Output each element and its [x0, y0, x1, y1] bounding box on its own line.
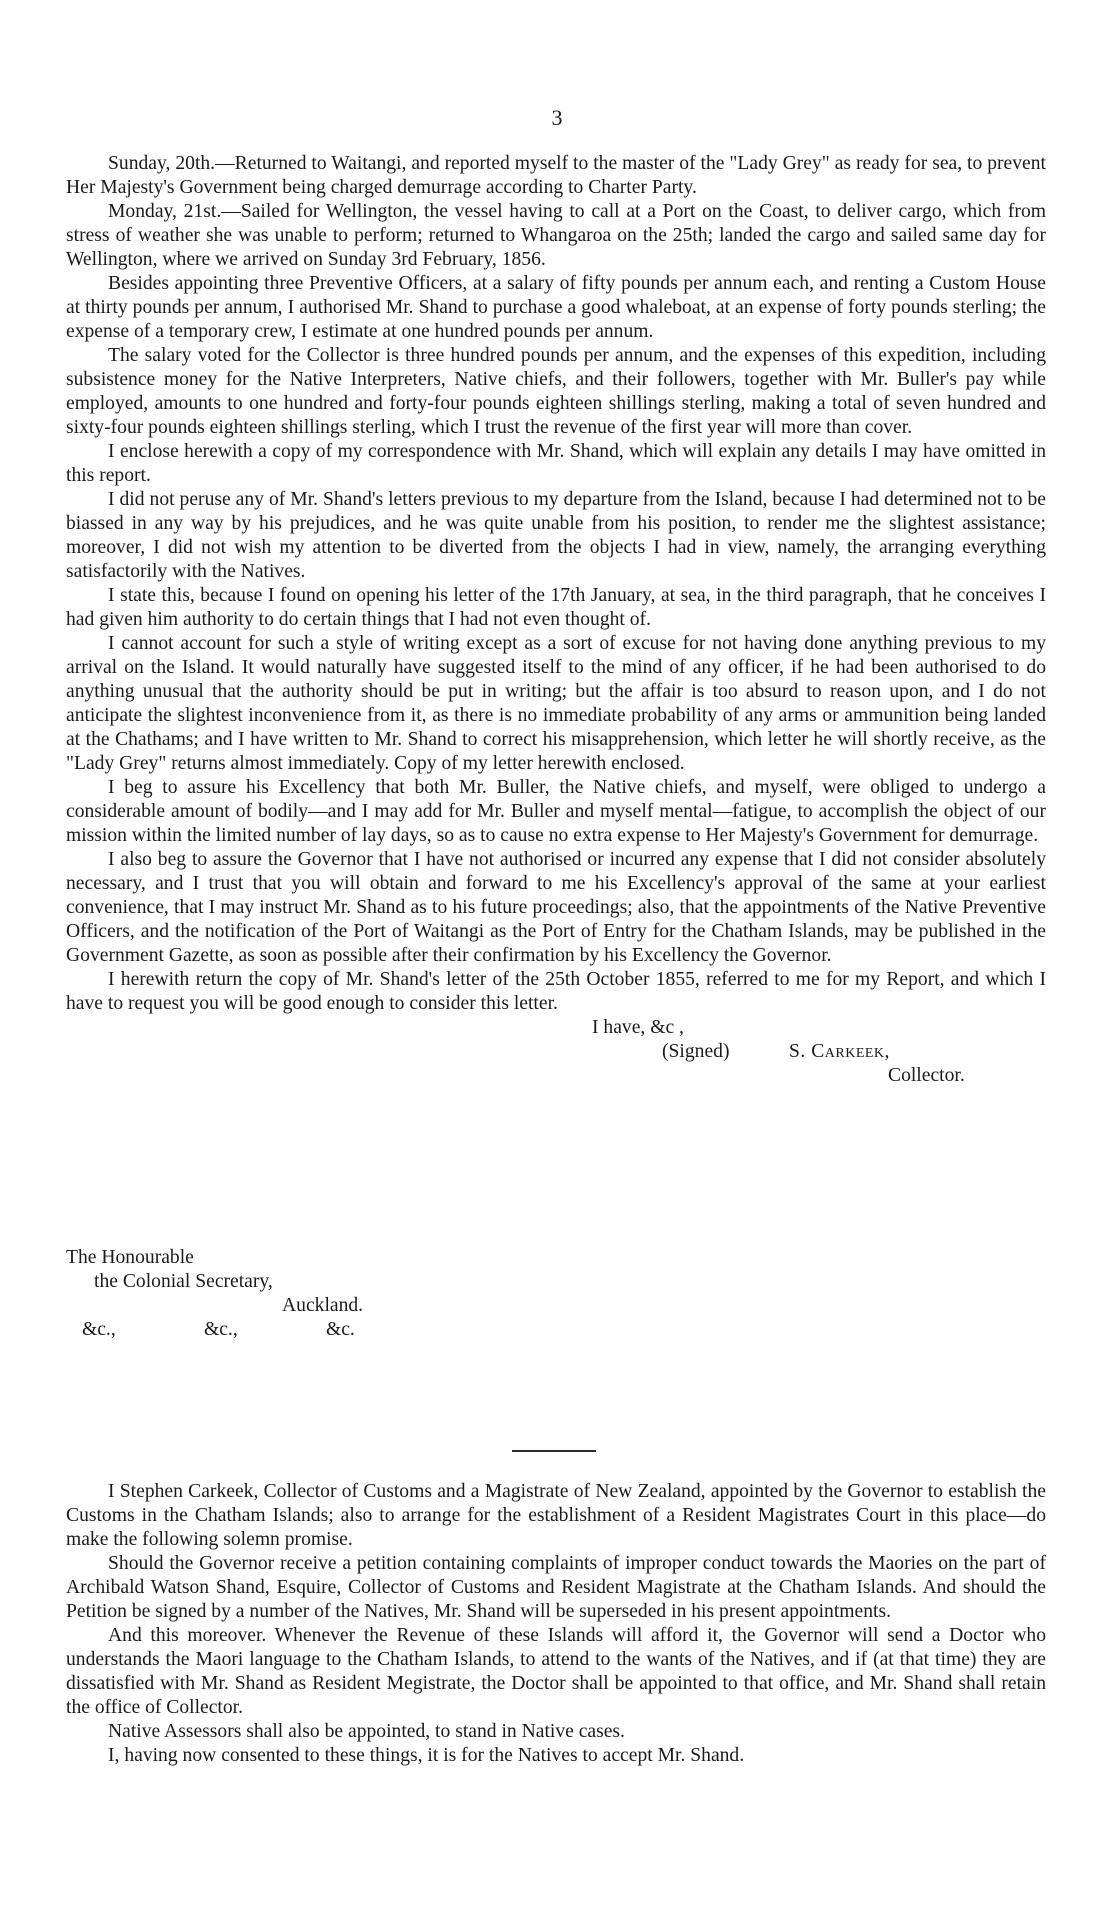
paragraph: I did not peruse any of Mr. Shand's letters previous to my departure from the Island, because I had determined not to be biassed in any way by his prejudices, and he was quite unable from his position, to render me the slightest assistance; moreover, I did not wish my attention to be diverted from the objects I had in view, namely, the arranging everything satisfactorily with the Natives. — [66, 489, 1046, 582]
signature-line — [66, 1040, 1046, 1064]
paragraph: I cannot account for such a style of writing except as a sort of excuse for not having done anything previous to my arrival on the Island. It would naturally have suggested itself to the mind of any officer, if he had been authorised to do anything unusual that the authority should be put in writing; but the affair is too absurd to reason upon, and I do not anticipate the slightest inconvenience from it, as there is no immediate probability of any arms or ammunition being landed at the Chathams; and I have written to Mr. Shand to correct his misapprehension, which letter he will shortly receive, as the "Lady Grey" returns almost immediately. Copy of my letter herewith enclosed. — [66, 633, 1046, 774]
addressee-block — [66, 1246, 566, 1342]
signatory-name: S. Carkeek, — [789, 1041, 890, 1062]
paragraph: I enclose herewith a copy of my correspondence with Mr. Shand, which will explain any details I may have omitted in this report. — [66, 441, 1046, 486]
paragraph: Monday, 21st.—Sailed for Wellington, the vessel having to call at a Port on the Coast, to deliver cargo, which from stress of weather she was unable to perform; returned to Whangaroa on the 25th; landed the cargo and sailed same day for Wellington, where we arrived on Sunday 3rd February, 1856. — [66, 201, 1046, 270]
promise-body — [66, 1480, 1046, 1768]
paragraph: The salary voted for the Collector is three hundred pounds per annum, and the expenses of this expedition, including subsistence money for the Native Interpreters, Native chiefs, and their followers, together with Mr. Buller's pay while employed, amounts to one hundred and forty-four pounds eighteen shillings sterling, making a total of seven hundred and sixty-four pounds eighteen shillings sterling, which I trust the revenue of the first year will more than cover. — [66, 345, 1046, 438]
addressee-line: the Colonial Secretary, — [94, 1271, 273, 1292]
signatory-title: Collector. — [888, 1065, 965, 1086]
page-number: 3 — [551, 105, 563, 130]
paragraph: Native Assessors shall also be appointed, to stand in Native cases. — [108, 1721, 625, 1742]
signed-label: (Signed) — [662, 1041, 730, 1062]
closing-line: I have, &c , — [592, 1017, 684, 1038]
paragraph: Should the Governor receive a petition containing complaints of improper conduct towards the Maories on the part of Archibald Watson Shand, Esquire, Collector of Customs and Resident Magistrate at the Chatham Islands. And should the Petition be signed by a number of the Natives, Mr. Shand will be superseded in his present appointments. — [66, 1553, 1046, 1622]
addressee-line: The Honourable — [66, 1247, 194, 1268]
paragraph: And this moreover. Whenever the Revenue of these Islands will afford it, the Governor will send a Doctor who understands the Maori language to the Chatham Islands, to attend to the wants of the Natives, and if (at that time) they are dissatisfied with Mr. Shand as Resident Megistrate, the Doctor shall be appointed to that office, and Mr. Shand shall retain the office of Collector. — [66, 1625, 1046, 1718]
paragraph: Sunday, 20th.—Returned to Waitangi, and reported myself to the master of the "Lady Grey" as ready for sea, to prevent Her Majesty's Government being charged demurrage according to Charter Party. — [66, 153, 1046, 198]
paragraph: I also beg to assure the Governor that I have not authorised or incurred any expense that I did not consider absolutely necessary, and I trust that you will obtain and forward to me his Excellency's approval of the same at your earliest convenience, that I may instruct Mr. Shand as to his future proceedings; also, that the appointments of the Native Preventive Officers, and the notification of the Port of Waitangi as the Port of Entry for the Chatham Islands, may be published in the Government Gazette, as soon as possible after their confirmation by his Excellency the Governor. — [66, 849, 1046, 966]
addressee-line: Auckland. — [282, 1295, 364, 1316]
paragraph: I beg to assure his Excellency that both Mr. Buller, the Native chiefs, and myself, were obliged to undergo a considerable amount of bodily—and I may add for Mr. Buller and myself mental—fatigue, to accomplish the object of our mission within the limited number of lay days, so as to cause no extra expense to Her Majesty's Government for demurrage. — [66, 777, 1046, 846]
paragraph: I Stephen Carkeek, Collector of Customs and a Magistrate of New Zealand, appointed by the Governor to establish the Customs in the Chatham Islands; also to arrange for the establishment of a Resident Magistrates Court in this place—do make the following solemn promise. — [66, 1481, 1046, 1550]
paragraph: I, having now consented to these things, it is for the Natives to accept Mr. Shand. — [108, 1745, 745, 1766]
paragraph: I state this, because I found on opening his letter of the 17th January, at sea, in the third paragraph, that he conceives I had given him authority to do certain things that I had not even thought of. — [66, 585, 1046, 630]
etc-item: &c. — [326, 1319, 355, 1340]
paragraph: I herewith return the copy of Mr. Shand's letter of the 25th October 1855, referred to me for my Report, and which I have to request you will be good enough to consider this letter. — [66, 969, 1046, 1014]
section-divider — [512, 1450, 596, 1452]
report-body — [66, 152, 1046, 1088]
etc-item: &c., — [82, 1319, 116, 1340]
etc-item: &c., — [204, 1319, 238, 1340]
etc-line — [66, 1318, 566, 1342]
paragraph: Besides appointing three Preventive Officers, at a salary of fifty pounds per annum each, and renting a Custom House at thirty pounds per annum, I authorised Mr. Shand to purchase a good whaleboat, at an expense of forty pounds sterling; the expense of a temporary crew, I estimate at one hundred pounds per annum. — [66, 273, 1046, 342]
